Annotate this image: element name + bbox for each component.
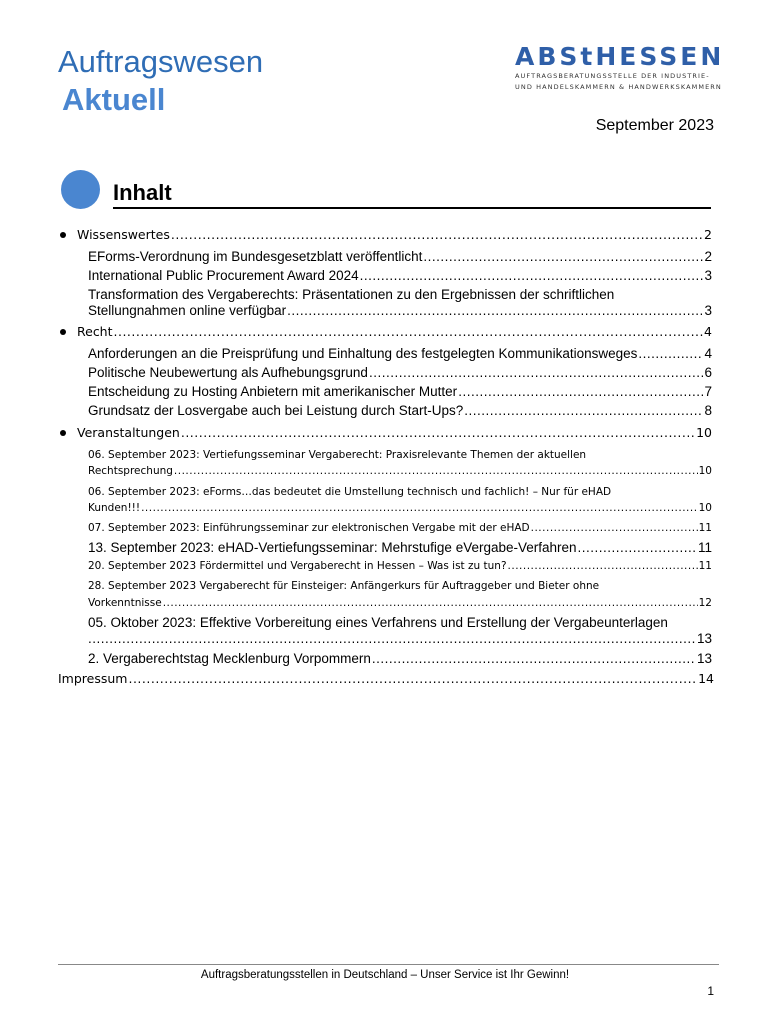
toc-entry-hosting-anbieter[interactable]: Entscheidung zu Hosting Anbietern mit amerikanischer Mutter ..... 7 [88,384,712,399]
toc-page-number: 2 [704,249,712,264]
toc-page-number: 3 [704,303,712,318]
toc-page-number: 11 [698,560,712,572]
toc-page-number: 11 [697,540,712,555]
toc-entry-transformation[interactable]: Stellungnahmen online verfügbar ..... 3 [88,303,712,318]
toc-heading-rule [113,207,711,209]
toc-entry-transformation-line1[interactable]: Transformation des Vergaberechts: Präsentationen zu den Ergebnissen der schriftlichen [88,287,615,302]
toc-page-number: 10 [698,465,712,477]
title-aktuell: Aktuell [62,82,166,117]
toc-entry-vertiefungsseminar-line1[interactable]: 06. September 2023: Vertiefungsseminar Vergaberecht: Praxisrelevante Themen der aktuellen [88,449,587,461]
toc-entry-losvergabe[interactable]: Grundsatz der Losvergabe auch bei Leistung durch Start-Ups? ..... 8 [88,403,712,418]
toc-page-number: 14 [698,671,714,686]
title-auftragswesen: Auftragswesen [58,44,264,79]
toc-entry-foerdermittel[interactable]: 20. September 2023 Fördermittel und Vergaberecht in Hessen – Was ist zu tun? ..... 11 [88,560,712,572]
toc-entry-procurement-award[interactable]: International Public Procurement Award 2024 ..... 3 [88,268,712,283]
toc-page-number: 4 [704,324,712,339]
toc-page-number: 13 [696,631,712,646]
toc-entry-vertiefungsseminar[interactable]: Rechtsprechung ..... 10 [88,465,712,477]
toc-page-number: 8 [704,403,712,418]
toc-entry-vergaberechtstag[interactable]: 2. Vergaberechtstag Mecklenburg Vorpommern ..... 13 [88,651,712,666]
toc-entry-oktober-line1[interactable]: 05. Oktober 2023: Effektive Vorbereitung eines Verfahrens und Erstellung der Vergabeunterlagen [88,615,668,630]
toc-page-number: 12 [698,597,712,609]
toc-entry-einfuehrungsseminar[interactable]: 07. September 2023: Einführungsseminar zur elektronischen Vergabe mit der eHAD ..... 11 [88,522,712,534]
toc-page-number: 4 [704,346,712,361]
abst-hessen-logo [515,42,725,92]
toc-entry-veranstaltungen[interactable]: Veranstaltungen ..... 10 [77,425,712,440]
toc-page-number: 6 [704,365,712,380]
toc-entry-ehad-vertiefungsseminar[interactable]: 13. September 2023: eHAD-Vertiefungsseminar: Mehrstufige eVergabe-Verfahren ..... 11 [88,540,712,555]
toc-entry-oktober[interactable] [88,631,712,646]
toc-entry-impressum[interactable]: Impressum ..... 14 [58,671,714,686]
toc-page-number: 2 [704,227,712,242]
bullet-icon [60,232,66,238]
toc-entry-einsteiger-line1[interactable]: 28. September 2023 Vergaberecht für Einsteiger: Anfängerkurs für Auftraggeber und Bieter ohne [88,580,600,592]
logo-subline-1: AUFTRAGSBERATUNGSSTELLE DER INDUSTRIE- [515,72,710,80]
logo-wordmark: ABStHESSEN [515,42,725,71]
toc-entry-wissenswertes[interactable]: Wissenswertes ..... 2 [77,227,712,242]
toc-page-number: 13 [696,651,712,666]
section-circle-icon [61,170,100,209]
toc-entry-eforms-verordnung[interactable]: EForms-Verordnung im Bundesgesetzblatt veröffentlicht ..... 2 [88,249,712,264]
toc-entry-recht[interactable]: Recht ..... 4 [77,324,712,339]
toc-page-number: 7 [704,384,712,399]
toc-entry-preispruefung[interactable]: Anforderungen an die Preisprüfung und Einhaltung des festgelegten Kommunikationsweges ..... 4 [88,346,712,361]
toc-page-number: 11 [698,522,712,534]
page-number: 1 [707,984,714,998]
bullet-icon [60,329,66,335]
toc-heading: Inhalt [113,180,172,205]
footer-rule [58,964,719,965]
toc-entry-aufhebungsgrund[interactable]: Politische Neubewertung als Aufhebungsgrund ..... 6 [88,365,712,380]
logo-subline-2: UND HANDELSKAMMERN & HANDWERKSKAMMERN [515,83,722,91]
toc-page-number: 10 [698,502,712,514]
footer-slogan: Auftragsberatungsstellen in Deutschland – Unser Service ist Ihr Gewinn! [200,969,570,981]
toc-entry-eforms-seminar-line1[interactable]: 06. September 2023: eForms…das bedeutet die Umstellung technisch und fachlich! – Nur für eHAD [88,486,612,498]
toc-page-number: 3 [704,268,712,283]
issue-date: September 2023 [595,117,714,134]
toc-page-number: 10 [696,425,712,440]
toc-entry-eforms-seminar[interactable]: Kunden!!! ..... 10 [88,502,712,514]
bullet-icon [60,430,66,436]
toc-entry-einsteiger[interactable]: Vorkenntnisse ..... 12 [88,597,712,609]
